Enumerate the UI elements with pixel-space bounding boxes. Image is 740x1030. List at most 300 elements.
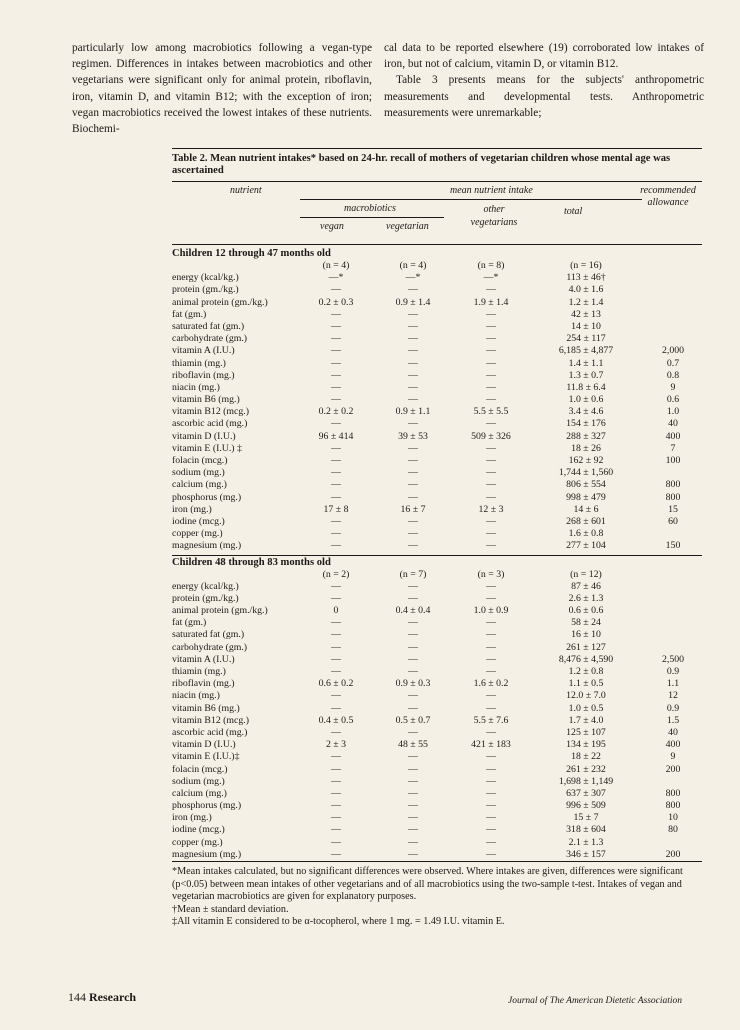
- table-row: [172, 297, 702, 309]
- table-cell: —: [408, 491, 418, 503]
- table-cell: 9: [670, 381, 676, 393]
- nutrient-name: magnesium (mg.): [172, 848, 242, 860]
- table-cell: —: [408, 284, 418, 296]
- table-cell: 2,000: [661, 345, 685, 357]
- table-cell: 0.8: [666, 369, 680, 381]
- table-cell: 5.5 ± 5.5: [473, 406, 509, 418]
- table-cell: —*: [405, 272, 421, 284]
- paragraph-right-2: Table 3 presents means for the subjects' anthropometric measurements and developmental tests. Anthropometric measurements were unremarkable;: [384, 74, 704, 119]
- sample-size: (n = 8): [477, 260, 505, 271]
- table-cell: —: [408, 629, 418, 641]
- sample-size: (n = 2): [322, 568, 350, 580]
- table-cell: 96 ± 414: [318, 430, 354, 442]
- table-cell: 3.4 ± 4.6: [568, 406, 604, 418]
- table-cell: 268 ± 601: [566, 515, 606, 527]
- table-cell: —: [486, 848, 496, 860]
- table-cell: 400: [665, 430, 681, 442]
- table-cell: —: [408, 787, 418, 799]
- table-cell: —: [408, 824, 418, 836]
- table-cell: 154 ± 176: [566, 418, 606, 430]
- table-cell: 1,698 ± 1,149: [558, 775, 614, 787]
- table-cell: 18 ± 26: [571, 442, 601, 454]
- table-row: [172, 605, 702, 617]
- table-row: [172, 272, 702, 284]
- table-row: [172, 443, 702, 455]
- header-mean-intake: mean nutrient intake: [450, 185, 533, 196]
- table-cell: —: [486, 320, 496, 332]
- page-number: 144: [68, 990, 86, 1004]
- table-cell: —: [486, 641, 496, 653]
- table-cell: —: [486, 418, 496, 430]
- table-cell: 113 ± 46†: [566, 272, 606, 284]
- table-cell: 1.7 ± 4.0: [568, 714, 604, 726]
- table-row: [172, 642, 702, 654]
- table-cell: 18 ± 22: [571, 751, 601, 763]
- sample-size: (n = 4): [399, 260, 427, 271]
- table-cell: —: [486, 455, 496, 466]
- section-name: Research: [89, 990, 137, 1004]
- table-cell: —: [408, 666, 418, 677]
- table-cell: —: [486, 479, 496, 491]
- table-cell: —: [486, 775, 496, 787]
- table-row: [172, 516, 702, 528]
- header-macrobiotics: macrobiotics: [344, 203, 396, 214]
- table-footnotes: [172, 866, 702, 929]
- table-row: [172, 467, 702, 479]
- table-row: [172, 678, 702, 690]
- header-total: total: [564, 206, 583, 217]
- table-cell: —: [408, 540, 418, 552]
- table-cell: 1.0 ± 0.5: [568, 702, 604, 714]
- table-cell: —: [486, 690, 496, 702]
- table-cell: 150: [665, 540, 681, 552]
- table-cell: —: [408, 381, 418, 393]
- table-cell: 42 ± 13: [571, 308, 601, 320]
- table-row: [172, 345, 702, 357]
- paragraph-right-1: cal data to be reported elsewhere (19) corroborated low intakes of iron, but not of calcium, vitamin D, or vitamin B12.: [384, 42, 704, 71]
- table-cell: —: [486, 666, 496, 677]
- table-cell: 2.6 ± 1.3: [568, 592, 604, 604]
- nutrient-name: vitamin A (I.U.): [172, 345, 235, 357]
- table-cell: 200: [665, 763, 681, 775]
- table-row: [172, 703, 702, 715]
- table-cell: 87 ± 46: [571, 580, 601, 592]
- table-cell: —: [331, 540, 341, 552]
- table-cell: 0.6 ± 0.2: [318, 678, 354, 690]
- table-cell: 80: [668, 824, 678, 836]
- table-cell: 1.2 ± 1.4: [568, 296, 604, 308]
- table-cell: 100: [665, 455, 681, 466]
- nutrient-name: vitamin E (I.U.)‡: [172, 751, 240, 763]
- nutrient-name: niacin (mg.): [172, 690, 220, 702]
- table-cell: —: [408, 726, 418, 738]
- table-cell: 16 ± 7: [400, 503, 426, 515]
- nutrient-name: vitamin D (I.U.): [172, 739, 236, 751]
- table-cell: —: [408, 763, 418, 775]
- table-cell: —: [486, 442, 496, 454]
- table-cell: 15: [668, 503, 678, 515]
- nutrient-name: iron (mg.): [172, 812, 212, 824]
- table-cell: —: [331, 467, 341, 479]
- table-cell: —: [331, 345, 341, 357]
- table-cell: 261 ± 127: [566, 641, 606, 653]
- nutrient-name: fat (gm.): [172, 617, 207, 629]
- nutrient-name: thiamin (mg.): [172, 357, 226, 369]
- nutrient-name: calcium (mg.): [172, 479, 227, 491]
- table-cell: —: [486, 308, 496, 320]
- table-row: [172, 739, 702, 751]
- table-cell: —: [331, 775, 341, 787]
- table-cell: —: [486, 369, 496, 381]
- nutrient-name: iodine (mcg.): [172, 515, 225, 527]
- table-cell: —: [331, 848, 341, 860]
- table-cell: —: [486, 467, 496, 479]
- header-nutrient: nutrient: [230, 185, 262, 196]
- table-cell: —: [408, 515, 418, 527]
- sample-size-row: [172, 260, 702, 272]
- table-cell: —: [408, 528, 418, 540]
- table-cell: —: [486, 824, 496, 836]
- table-cell: 1.0 ± 0.6: [568, 394, 604, 406]
- page-footer-left: [68, 990, 136, 1005]
- table-cell: 1.1: [666, 678, 680, 690]
- nutrient-name: sodium (mg.): [172, 775, 225, 787]
- nutrient-name: saturated fat (gm.): [172, 629, 245, 641]
- table-cell: 996 ± 509: [566, 800, 606, 812]
- table-cell: —: [486, 540, 496, 552]
- nutrient-name: ascorbic acid (mg.): [172, 418, 248, 430]
- table-cell: —: [408, 775, 418, 787]
- table-cell: —: [486, 491, 496, 503]
- nutrient-name: vitamin D (I.U.): [172, 430, 236, 442]
- table-row: [172, 370, 702, 382]
- nutrient-name: niacin (mg.): [172, 381, 220, 393]
- table-cell: 800: [665, 800, 681, 812]
- table-cell: 277 ± 104: [566, 540, 606, 552]
- table-row: [172, 593, 702, 605]
- table-cell: —: [331, 284, 341, 296]
- table-row: [172, 581, 702, 593]
- table-cell: —: [331, 479, 341, 491]
- table-cell: 7: [670, 442, 676, 454]
- nutrient-name: copper (mg.): [172, 836, 223, 848]
- table-cell: 261 ± 232: [566, 763, 606, 775]
- table-cell: 16 ± 10: [571, 629, 601, 641]
- table-cell: —: [331, 580, 341, 592]
- sample-size: (n = 7): [399, 568, 427, 580]
- table-cell: —: [408, 394, 418, 406]
- nutrient-name: phosphorus (mg.): [172, 491, 242, 503]
- table-cell: —: [331, 418, 341, 430]
- table-cell: 14 ± 6: [573, 503, 599, 515]
- table-cell: —: [331, 812, 341, 824]
- table-cell: —: [331, 515, 341, 527]
- table-row: [172, 715, 702, 727]
- table-cell: 40: [668, 726, 678, 738]
- table-cell: —: [486, 812, 496, 824]
- table-cell: 0: [333, 605, 339, 617]
- table-cell: —: [331, 491, 341, 503]
- table-cell: 0.2 ± 0.3: [318, 296, 354, 308]
- table-cell: —: [331, 653, 341, 665]
- table-row: [172, 406, 702, 418]
- table-cell: 1.6 ± 0.8: [568, 528, 604, 540]
- sample-size-row: [172, 569, 702, 581]
- nutrient-name: sodium (mg.): [172, 467, 225, 479]
- table-cell: —: [486, 726, 496, 738]
- sample-size: (n = 3): [477, 568, 505, 580]
- table-cell: 11.8 ± 6.4: [566, 381, 606, 393]
- table-cell: —*: [483, 272, 499, 284]
- table-row: [172, 333, 702, 345]
- table-cell: 162 ± 92: [568, 455, 604, 466]
- nutrient-name: thiamin (mg.): [172, 666, 226, 677]
- table-row: [172, 751, 702, 763]
- table-cell: —: [408, 836, 418, 848]
- table-cell: 346 ± 157: [566, 848, 606, 860]
- table-cell: 1.6 ± 0.2: [473, 678, 509, 690]
- table-row: [172, 776, 702, 788]
- table-cell: —: [331, 800, 341, 812]
- table-cell: —: [408, 369, 418, 381]
- table-cell: —: [408, 320, 418, 332]
- table-cell: —: [408, 479, 418, 491]
- table-cell: —: [331, 702, 341, 714]
- nutrient-name: phosphorus (mg.): [172, 800, 242, 812]
- table-row: [172, 455, 702, 467]
- table-row: [172, 837, 702, 849]
- table-header: [172, 182, 702, 244]
- table-cell: 1,744 ± 1,560: [558, 467, 614, 479]
- table-cell: 0.6 ± 0.6: [568, 605, 604, 617]
- table-cell: —: [331, 641, 341, 653]
- body-text-left: [72, 40, 372, 137]
- table-row: [172, 492, 702, 504]
- table-row: [172, 431, 702, 443]
- table-cell: —: [408, 333, 418, 345]
- table-cell: —: [486, 333, 496, 345]
- nutrient-name: vitamin A (I.U.): [172, 653, 235, 665]
- table-cell: —: [486, 787, 496, 799]
- footnote: *Mean intakes calculated, but no significant differences were observed. Where intakes are given, differences were significant (p<0.05) between mean intakes of other vegetarians and of all macrobiotics using the two-sample t-test. Intakes of vegan and vegetarian macrobiotics are given for explanatory purposes.: [172, 866, 683, 903]
- table-row: [172, 382, 702, 394]
- table-row: [172, 617, 702, 629]
- table-row: [172, 812, 702, 824]
- table-cell: —: [408, 751, 418, 763]
- table-cell: 1.1 ± 0.5: [568, 678, 604, 690]
- nutrient-name: protein (gm./kg.): [172, 592, 239, 604]
- table-cell: —: [408, 455, 418, 466]
- table-cell: 288 ± 327: [566, 430, 606, 442]
- table-cell: 39 ± 53: [398, 430, 428, 442]
- table-cell: —: [408, 308, 418, 320]
- table-cell: 0.9 ± 1.4: [395, 296, 431, 308]
- table-cell: 2 ± 3: [325, 739, 347, 751]
- nutrient-name: riboflavin (mg.): [172, 678, 235, 690]
- table-cell: 0.4 ± 0.4: [395, 605, 431, 617]
- table-cell: —: [408, 467, 418, 479]
- table-cell: 800: [665, 491, 681, 503]
- table-cell: —: [331, 394, 341, 406]
- table-body: [172, 247, 702, 861]
- table-cell: —*: [328, 272, 344, 284]
- table-cell: 10: [668, 812, 678, 824]
- nutrient-name: vitamin E (I.U.) ‡: [172, 442, 242, 454]
- table-cell: —: [486, 653, 496, 665]
- table-row: [172, 690, 702, 702]
- table-cell: —: [331, 751, 341, 763]
- table-cell: 200: [665, 848, 681, 860]
- table-row: [172, 321, 702, 333]
- table-cell: 998 ± 479: [566, 491, 606, 503]
- table-cell: 0.4 ± 0.5: [318, 714, 354, 726]
- nutrient-name: folacin (mcg.): [172, 763, 228, 775]
- nutrient-name: protein (gm./kg.): [172, 284, 239, 296]
- nutrient-name: energy (kcal/kg.): [172, 272, 239, 284]
- table-cell: 1.2 ± 0.8: [568, 666, 604, 677]
- table-row: [172, 800, 702, 812]
- table-cell: —: [331, 381, 341, 393]
- table-cell: 58 ± 24: [571, 617, 601, 629]
- table-cell: 17 ± 8: [323, 503, 349, 515]
- table-cell: 0.9: [666, 666, 680, 677]
- table-cell: 1.5: [666, 714, 680, 726]
- table-cell: —: [486, 284, 496, 296]
- table-cell: 1.9 ± 1.4: [473, 296, 509, 308]
- table-cell: —: [331, 836, 341, 848]
- table-cell: —: [486, 763, 496, 775]
- table-cell: —: [486, 592, 496, 604]
- nutrient-name: vitamin B6 (mg.): [172, 394, 240, 406]
- table-cell: —: [408, 702, 418, 714]
- table-cell: 8,476 ± 4,590: [558, 653, 614, 665]
- nutrient-name: folacin (mcg.): [172, 455, 228, 466]
- table-cell: 800: [665, 787, 681, 799]
- header-vegan: vegan: [320, 221, 344, 232]
- header-recommended: recommended allowance: [640, 185, 696, 208]
- table-cell: —: [486, 702, 496, 714]
- nutrient-name: vitamin B6 (mg.): [172, 702, 240, 714]
- nutrient-name: iron (mg.): [172, 503, 212, 515]
- table-cell: —: [486, 357, 496, 369]
- nutrient-name: riboflavin (mg.): [172, 369, 235, 381]
- table-cell: 0.9 ± 1.1: [395, 406, 431, 418]
- table-cell: 400: [665, 739, 681, 751]
- table-cell: 14 ± 10: [571, 320, 601, 332]
- paragraph-left: particularly low among macrobiotics following a vegan-type regimen. Differences in intakes between macrobiotics and other vegetarians were significant only for animal protein, riboflavin, iron, vitamin D, and vitamin B12; with the exception of iron; vegan macrobiotics received the lowest intakes of these nutrients. Biochemi-: [72, 42, 372, 136]
- table-cell: —: [331, 320, 341, 332]
- table-cell: 134 ± 195: [566, 739, 606, 751]
- table-cell: 0.6: [666, 394, 680, 406]
- table-cell: —: [408, 617, 418, 629]
- table-cell: 2,500: [661, 653, 685, 665]
- table-row: [172, 727, 702, 739]
- table-cell: —: [408, 812, 418, 824]
- table-cell: —: [486, 580, 496, 592]
- journal-name: Journal of The American Dietetic Association: [508, 996, 683, 1006]
- nutrient-name: fat (gm.): [172, 308, 207, 320]
- table-cell: —: [331, 369, 341, 381]
- sample-size: (n = 16): [570, 260, 602, 271]
- footnote: †Mean ± standard deviation.: [172, 903, 289, 915]
- table-cell: —: [331, 726, 341, 738]
- table-cell: —: [486, 836, 496, 848]
- table-row: [172, 764, 702, 776]
- table-cell: 0.9 ± 0.3: [395, 678, 431, 690]
- nutrient-name: vitamin B12 (mcg.): [172, 406, 250, 418]
- footnote: ‡All vitamin E considered to be α-tocopherol, where 1 mg. = 1.49 I.U. vitamin E.: [172, 916, 505, 928]
- table-row: [172, 849, 702, 861]
- table-2: [172, 148, 702, 929]
- table-cell: —: [331, 592, 341, 604]
- table-cell: —: [486, 617, 496, 629]
- table-cell: 254 ± 117: [566, 333, 606, 345]
- table-cell: 0.2 ± 0.2: [318, 406, 354, 418]
- table-row: [172, 824, 702, 836]
- table-cell: 637 ± 307: [566, 787, 606, 799]
- body-text-right: [384, 40, 704, 121]
- nutrient-name: calcium (mg.): [172, 787, 227, 799]
- table-cell: 1.0 ± 0.9: [473, 605, 509, 617]
- table-cell: 15 ± 7: [573, 812, 599, 824]
- table-cell: —: [331, 357, 341, 369]
- table-cell: 40: [668, 418, 678, 430]
- section-title: Children 48 through 83 months old: [172, 555, 702, 569]
- table-cell: —: [408, 592, 418, 604]
- table-cell: 421 ± 183: [471, 739, 511, 751]
- table-cell: —: [408, 357, 418, 369]
- table-cell: —: [331, 666, 341, 677]
- table-row: [172, 479, 702, 491]
- table-title: Table 2. Mean nutrient intakes* based on 24-hr. recall of mothers of vegetarian children whose mental age was ascertained: [172, 153, 671, 176]
- nutrient-name: animal protein (gm./kg.): [172, 296, 268, 308]
- table-cell: 509 ± 326: [471, 430, 511, 442]
- table-row: [172, 629, 702, 641]
- table-cell: 1.3 ± 0.7: [568, 369, 604, 381]
- table-cell: —: [331, 455, 341, 466]
- table-cell: —: [331, 442, 341, 454]
- nutrient-name: magnesium (mg.): [172, 540, 242, 552]
- table-cell: —: [408, 345, 418, 357]
- table-row: [172, 309, 702, 321]
- table-cell: 6,185 ± 4,877: [558, 345, 614, 357]
- table-cell: —: [486, 345, 496, 357]
- table-cell: —: [331, 763, 341, 775]
- table-cell: 2.1 ± 1.3: [568, 836, 604, 848]
- nutrient-name: ascorbic acid (mg.): [172, 726, 248, 738]
- table-cell: 1.4 ± 1.1: [568, 357, 604, 369]
- table-cell: 0.9: [666, 702, 680, 714]
- table-row: [172, 540, 702, 552]
- table-cell: —: [408, 690, 418, 702]
- nutrient-name: copper (mg.): [172, 528, 223, 540]
- table-cell: 12.0 ± 7.0: [566, 690, 606, 702]
- nutrient-name: carbohydrate (gm.): [172, 333, 248, 345]
- table-row: [172, 528, 702, 540]
- table-cell: 0.7: [666, 357, 680, 369]
- table-cell: 12 ± 3: [478, 503, 504, 515]
- header-other-vegetarians: other vegetarians: [470, 204, 518, 228]
- table-cell: 9: [670, 751, 676, 763]
- table-cell: 318 ± 604: [566, 824, 606, 836]
- table-cell: —: [408, 800, 418, 812]
- table-cell: —: [408, 653, 418, 665]
- table-cell: —: [408, 442, 418, 454]
- table-cell: —: [331, 528, 341, 540]
- table-cell: —: [331, 308, 341, 320]
- table-cell: 806 ± 554: [566, 479, 606, 491]
- table-row: [172, 394, 702, 406]
